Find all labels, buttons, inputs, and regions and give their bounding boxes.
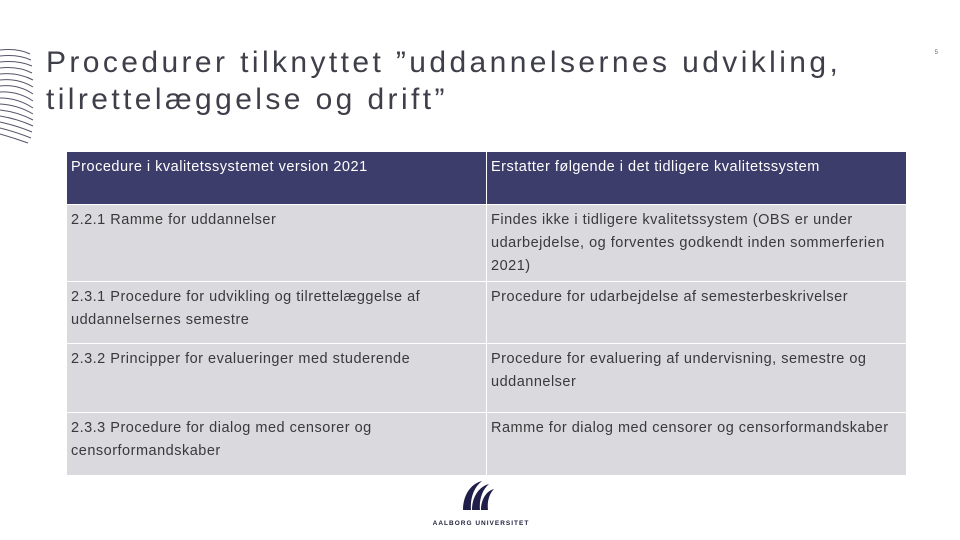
table-row (67, 344, 907, 413)
slide-number: 5 (934, 50, 938, 56)
procedure-table (66, 151, 907, 476)
table-header-row (67, 152, 907, 205)
table-cell: Procedure for evaluering af undervisning, semestre og uddannelser (487, 344, 907, 413)
table-cell: Findes ikke i tidligere kvalitetssystem (OBS er under udarbejdelse, og forventes godkendt inden sommerferien 2021) (487, 205, 907, 282)
table-header-cell: Procedure i kvalitetssystemet version 2021 (67, 152, 487, 205)
table-row (67, 282, 907, 344)
table-header-cell: Erstatter følgende i det tidligere kvalitetssystem (487, 152, 907, 205)
table-cell: Procedure for udarbejdelse af semesterbeskrivelser (487, 282, 907, 344)
table-cell: Ramme for dialog med censorer og censorformandskaber (487, 413, 907, 476)
logo-text: AALBORG UNIVERSITET (432, 520, 530, 527)
decorative-wave-lines-icon (0, 46, 34, 146)
university-logo (428, 478, 534, 530)
table-row (67, 205, 907, 282)
table-cell: 2.2.1 Ramme for uddannelser (67, 205, 487, 282)
table-cell: 2.3.3 Procedure for dialog med censorer og censorformandskaber (67, 413, 487, 476)
table-row (67, 413, 907, 476)
table-cell: 2.3.2 Principper for evalueringer med studerende (67, 344, 487, 413)
slide-title: Procedurer tilknyttet ”uddannelsernes udvikling, tilrettelæggelse og drift” (46, 46, 842, 116)
table-cell: 2.3.1 Procedure for udvikling og tilrettelæggelse af uddannelsernes semestre (67, 282, 487, 344)
aau-wave-logo-icon (460, 478, 496, 512)
